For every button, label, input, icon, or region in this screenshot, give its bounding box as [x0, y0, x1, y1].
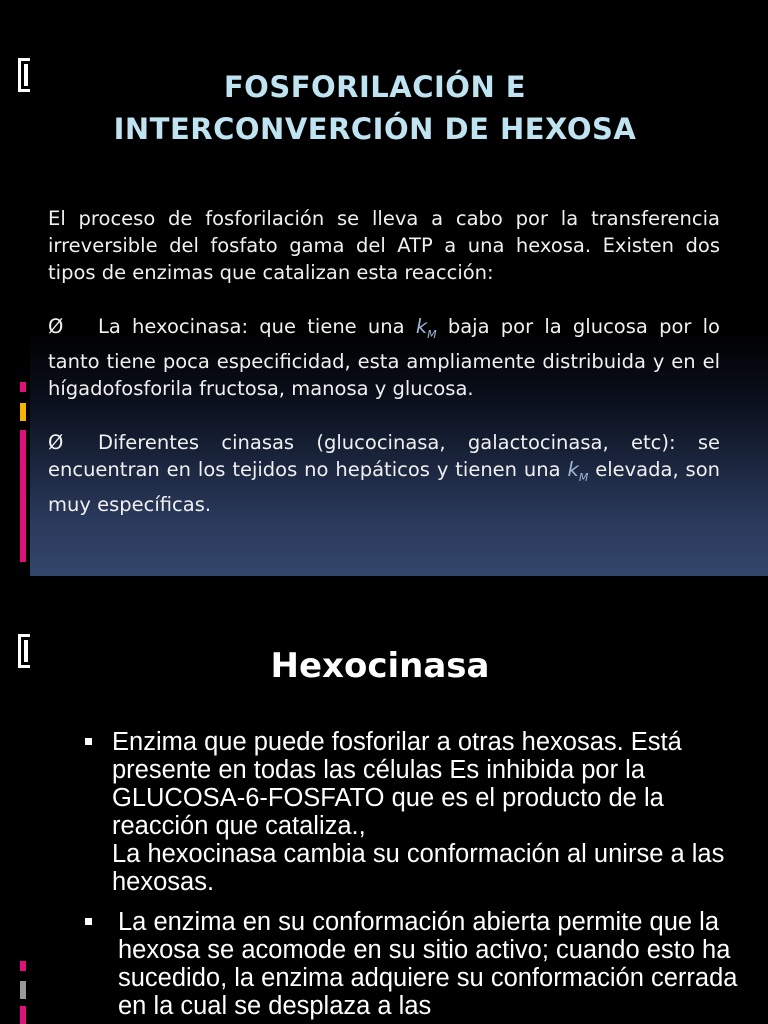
- km-symbol: $k_M$: [415, 315, 437, 341]
- list-item: La enzima en su conformación abierta permite que la hexosa se acomode en su sitio activo; cuando esto ha sucedido, la enzima adquiere su conformación cerrada en la cual se desplaza a las: [84, 908, 744, 1020]
- list-item: Enzima que puede fosforilar a otras hexosas. Está presente en todas las células Es inhibida por la GLUCOSA-6-FOSFATO que es el producto de la reacción que cataliza., La hexocinasa cambia su conformación al unirse a las hexosas.: [84, 728, 744, 896]
- bracket-decoration: [18, 634, 30, 668]
- slide-title: Hexocinasa: [270, 646, 490, 686]
- accent-bar: [20, 403, 26, 421]
- slide-title: [40, 66, 710, 150]
- title-line: INTERCONVERCIÓN DE HEXOSA: [113, 112, 637, 146]
- accent-bar: [20, 981, 26, 999]
- accent-bar: [20, 1006, 26, 1024]
- enzyme-item-hexocinasa: Ø La hexocinasa: que tiene una $k_M$ baja por la glucosa por lo tanto tiene poca especificidad, esta ampliamente distribuida y en el hígadofosforila fructosa, manosa y glucosa.: [48, 315, 720, 400]
- enzyme-item-cinasas: Ø Diferentes cinasas (glucocinasa, galactocinasa, etc): se encuentran en los tejidos no hepáticos y tienen una $k_M$ elevada, son muy específicas.: [48, 430, 720, 516]
- arrow-bullet-icon: Ø: [48, 430, 64, 454]
- arrow-bullet-icon: Ø: [48, 315, 64, 338]
- slide-hexocinasa: [0, 576, 768, 1024]
- accent-bar: [20, 382, 26, 392]
- km-symbol: $k_M$: [567, 457, 589, 484]
- accent-bar: [20, 430, 26, 562]
- bullet-list: [84, 728, 744, 1024]
- slide-body: [48, 205, 720, 518]
- title-line: FOSFORILACIÓN E: [223, 70, 527, 104]
- accent-bar: [20, 961, 26, 971]
- bracket-decoration: [18, 58, 30, 92]
- intro-paragraph: El proceso de fosforilación se lleva a cabo por la transferencia irreversible del fosfato gama del ATP a una hexosa. Existen dos tipos de enzimas que catalizan esta reacción:: [48, 207, 720, 284]
